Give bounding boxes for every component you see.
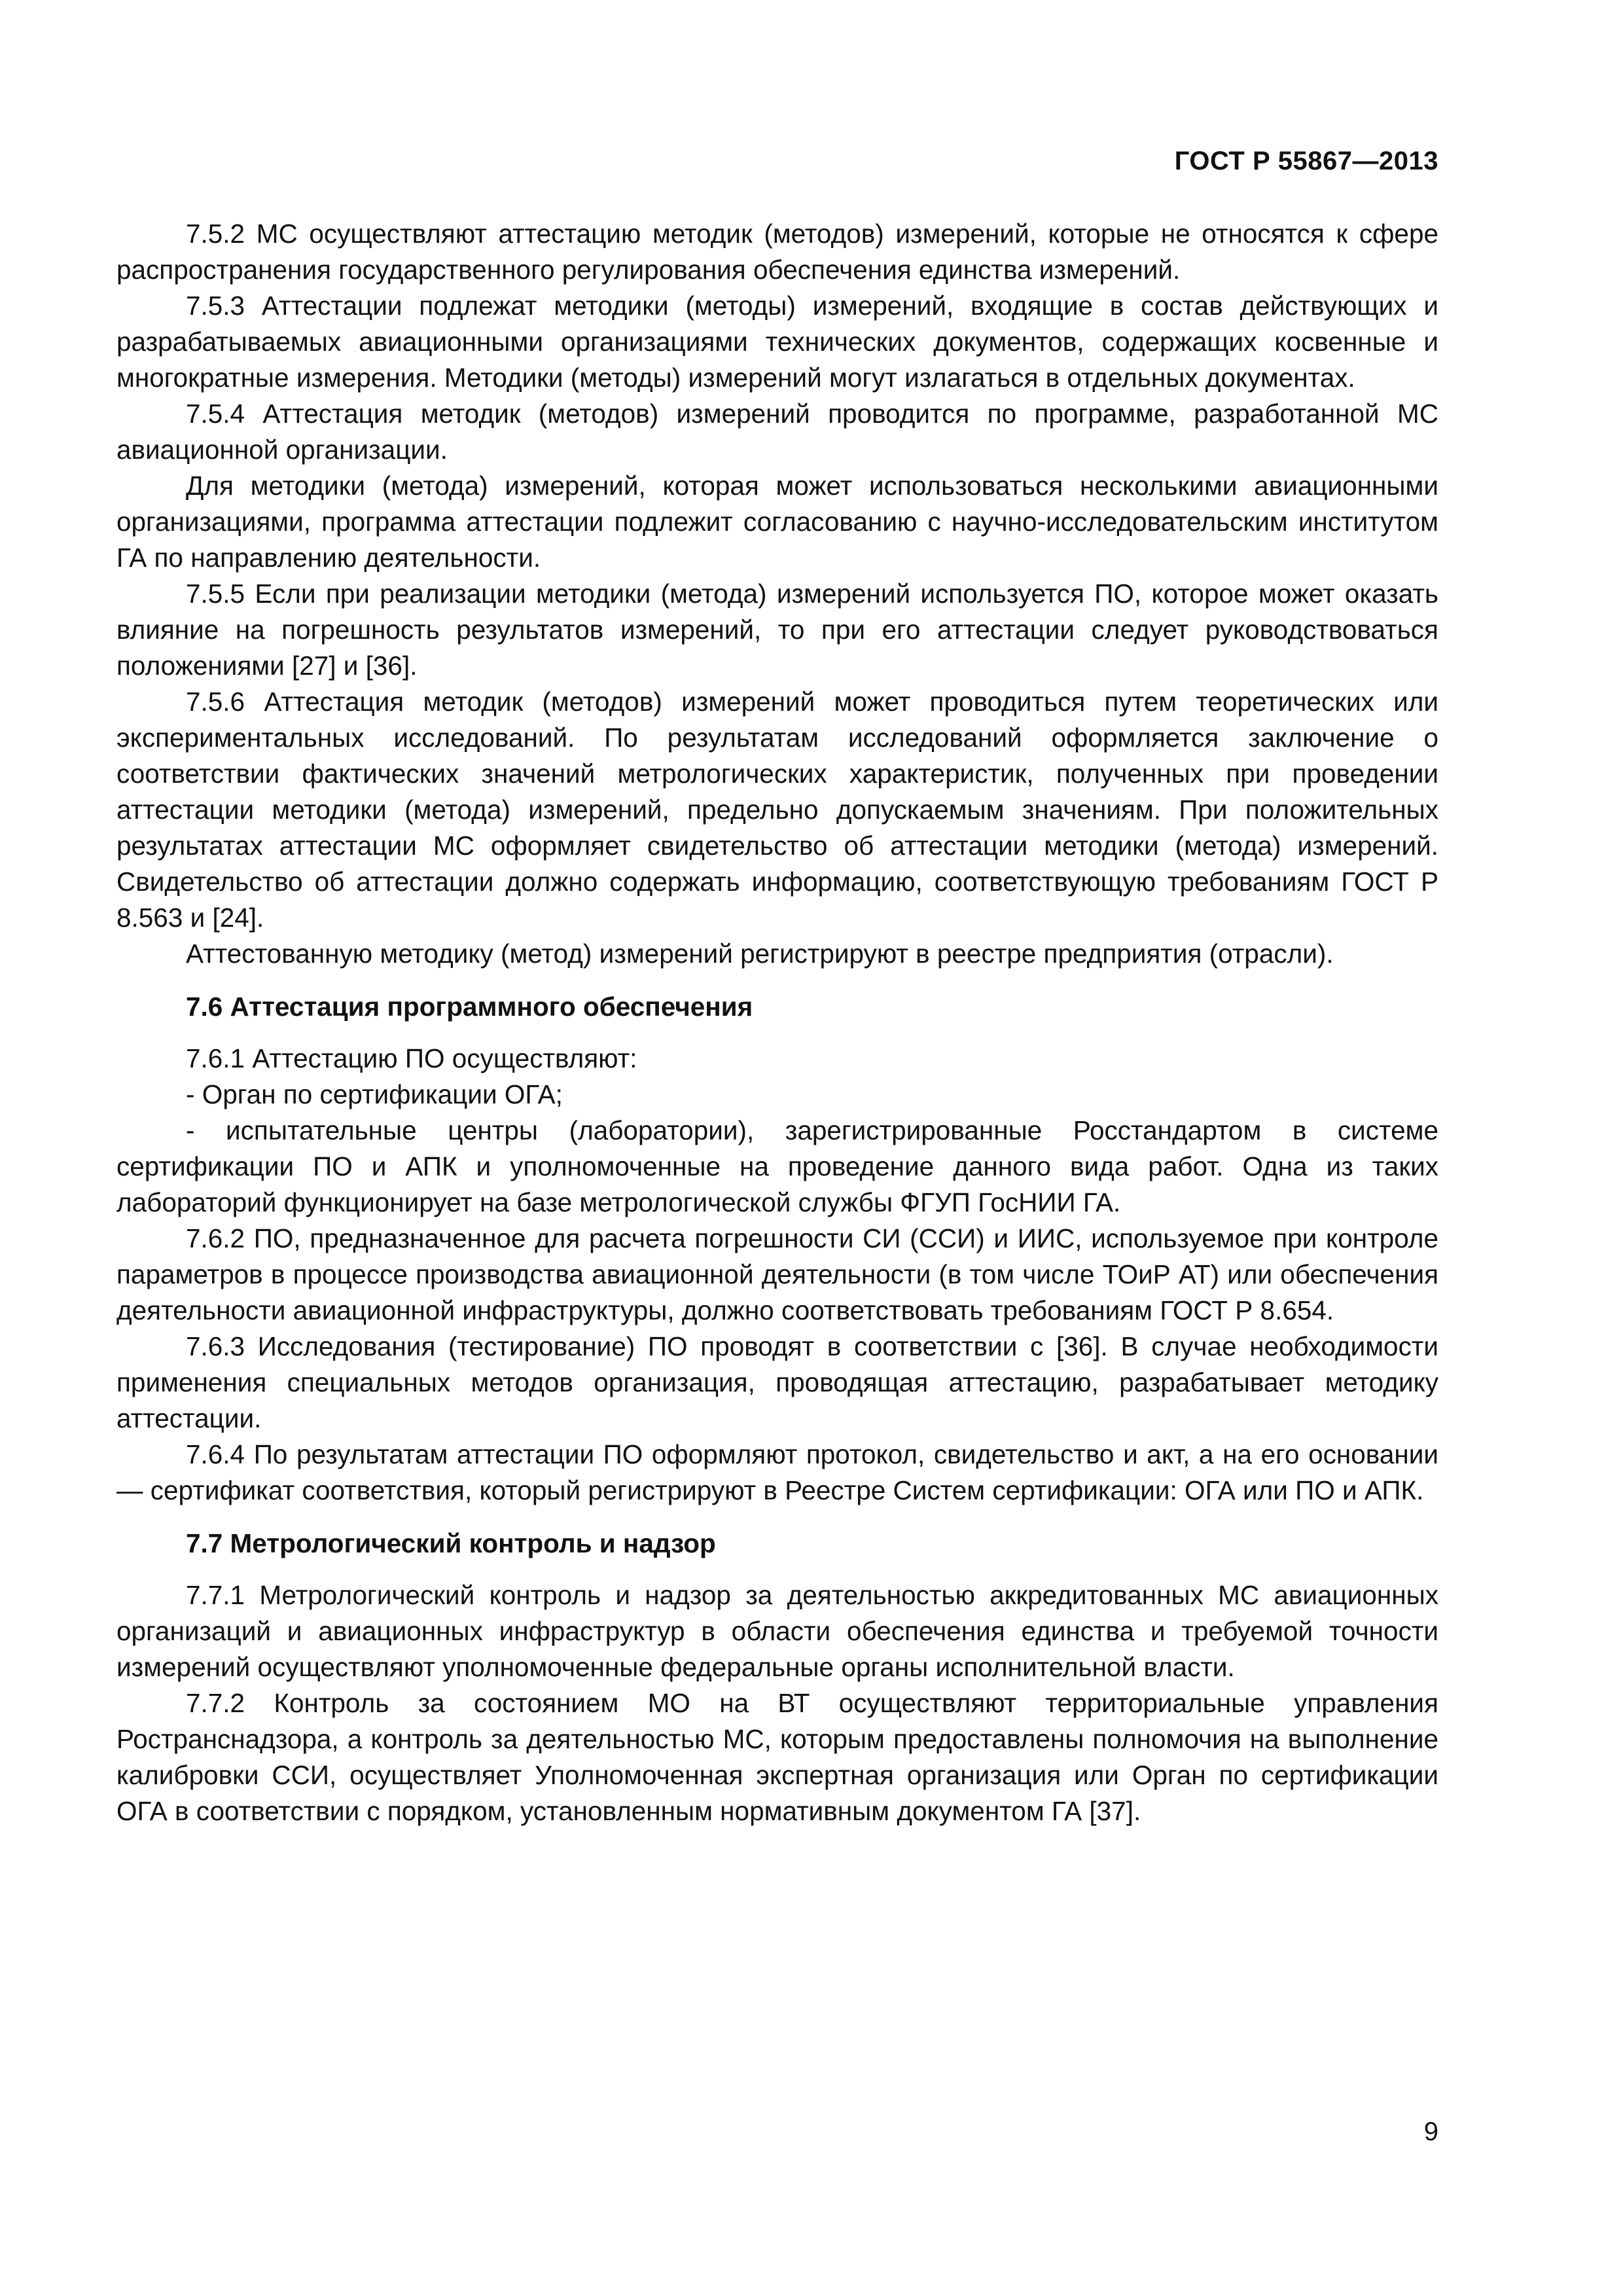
paragraph-7-7-2: 7.7.2 Контроль за состоянием МО на ВТ осуществляют территориальные управления Ространснадзора, а контроль за деятельностью МС, которым предоставлены полномочия на выполнение калибровки ССИ, осуществляет Уполномоченная экспертная организация или Орган по сертификации ОГА в соответствии с порядком, установленным нормативным документом ГА [37]. xyxy=(116,1688,1438,1826)
paragraph-7-5-2: 7.5.2 МС осуществляют аттестацию методик (методов) измерений, которые не относятся к сфере распространения государственного регулирования обеспечения единства измерений. xyxy=(116,219,1438,285)
paragraph-7-5-6: 7.5.6 Аттестация методик (методов) измерений может проводиться путем теоретических или экспериментальных исследований. По результатам исследований оформляется заключение о соответствии фактических значений метрологических характеристик, полученных при проведении аттестации методики (метода) измерений, предельно допускаемым значениям. При положительных результатах аттестации МС оформляет свидетельство об аттестации методики (метода) измерений. Свидетельство об аттестации должно содержать информацию, соответствующую требованиям ГОСТ Р 8.563 и [24]. xyxy=(116,687,1438,933)
paragraph-7-5-6-cont: Аттестованную методику (метод) измерений регистрируют в реестре предприятия (отрасли). xyxy=(186,939,1334,969)
paragraph-7-5-5: 7.5.5 Если при реализации методики (метода) измерений используется ПО, которое может оказать влияние на погрешность результатов измерений, то при его аттестации следует руководствоваться положениями [27] и [36]. xyxy=(116,579,1438,681)
paragraph-7-5-4-cont: Для методики (метода) измерений, которая может использоваться несколькими авиационными организациями, программа аттестации подлежит согласованию с научно-исследовательским институтом ГА по направлению деятельности. xyxy=(116,471,1438,573)
section-heading-7-6: 7.6 Аттестация программного обеспечения xyxy=(186,992,753,1022)
list-item-labs: - испытательные центры (лаборатории), зарегистрированные Росстандартом в системе сертификации ПО и АПК и уполномоченные на проведение данного вида работ. Одна из таких лабораторий функционирует на базе метрологической службы ФГУП ГосНИИ ГА. xyxy=(116,1115,1438,1217)
document-code-header: ГОСТ Р 55867—2013 xyxy=(1174,147,1438,175)
document-body xyxy=(116,216,1438,1829)
section-heading-7-7: 7.7 Метрологический контроль и надзор xyxy=(186,1528,716,1558)
paragraph-7-6-4: 7.6.4 По результатам аттестации ПО оформляют протокол, свидетельство и акт, а на его основании — сертификат соответствия, который регистрируют в Реестре Систем сертификации: ОГА или ПО и АПК. xyxy=(116,1439,1438,1505)
paragraph-7-6-1: 7.6.1 Аттестацию ПО осуществляют: xyxy=(186,1043,637,1073)
paragraph-7-6-2: 7.6.2 ПО, предназначенное для расчета погрешности СИ (ССИ) и ИИС, используемое при контроле параметров в процессе производства авиационной деятельности (в том числе ТОиР АТ) или обеспечения деятельности авиационной инфраструктуры, должно соответствовать требованиям ГОСТ Р 8.654. xyxy=(116,1223,1438,1325)
paragraph-7-6-3: 7.6.3 Исследования (тестирование) ПО проводят в соответствии с [36]. В случае необходимости применения специальных методов организация, проводящая аттестацию, разрабатывает методику аттестации. xyxy=(116,1331,1438,1433)
list-item-organ: - Орган по сертификации ОГА; xyxy=(186,1079,563,1109)
page-number: 9 xyxy=(1423,2117,1438,2146)
paragraph-7-5-4: 7.5.4 Аттестация методик (методов) измерений проводится по программе, разработанной МС авиационной организации. xyxy=(116,399,1438,465)
paragraph-7-5-3: 7.5.3 Аттестации подлежат методики (методы) измерений, входящие в состав действующих и разрабатываемых авиационными организациями технических документов, содержащих косвенные и многократные измерения. Методики (методы) измерений могут излагаться в отдельных документах. xyxy=(116,291,1438,393)
paragraph-7-7-1: 7.7.1 Метрологический контроль и надзор за деятельностью аккредитованных МС авиационных организаций и авиационных инфраструктур в области обеспечения единства и требуемой точности измерений осуществляют уполномоченные федеральные органы исполнительной власти. xyxy=(116,1580,1438,1682)
